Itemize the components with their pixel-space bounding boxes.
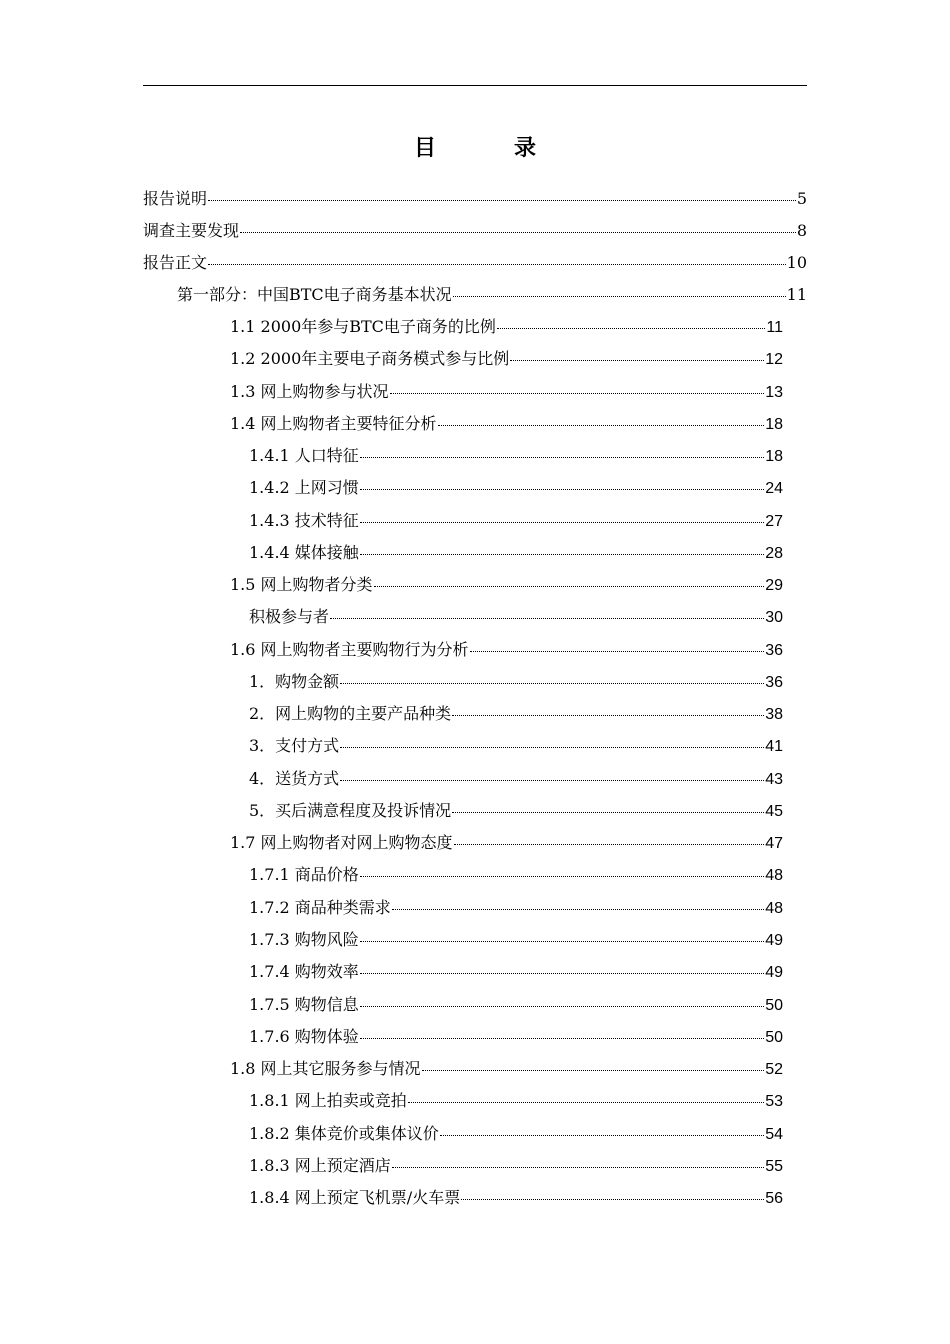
dot-leader xyxy=(360,489,764,490)
toc-entry-page: 10 xyxy=(786,253,807,272)
toc-entry-page: 13 xyxy=(765,384,783,401)
toc-entry-page: 53 xyxy=(765,1093,783,1110)
dot-leader xyxy=(390,393,765,394)
dot-leader xyxy=(461,1199,764,1200)
toc-entry-label: 1.7.5 购物信息 xyxy=(249,995,359,1014)
dot-leader xyxy=(208,200,796,201)
toc-entry[interactable] xyxy=(230,312,783,342)
toc-entry-page: 27 xyxy=(765,513,783,530)
toc-entry-page: 50 xyxy=(765,1029,783,1046)
toc-entry-label: 第一部分：中国BTC电子商务基本状况 xyxy=(177,285,452,304)
toc-entry-page: 52 xyxy=(765,1061,783,1078)
toc-entry-page: 29 xyxy=(765,577,783,594)
toc-entry[interactable] xyxy=(249,538,783,568)
toc-entry-page: 48 xyxy=(765,900,783,917)
dot-leader xyxy=(452,812,764,813)
toc-entry[interactable] xyxy=(249,731,783,761)
toc-entry-label: 1.7.1 商品价格 xyxy=(249,865,359,884)
header-rule xyxy=(143,85,807,86)
toc-entry[interactable] xyxy=(249,699,783,729)
dot-leader xyxy=(330,618,764,619)
toc-entry-label: 积极参与者 xyxy=(249,607,330,626)
toc-entry-page: 11 xyxy=(786,285,807,304)
toc-entry-page: 41 xyxy=(765,738,783,755)
toc-entry-page: 11 xyxy=(766,319,783,336)
toc-entry[interactable] xyxy=(249,506,783,536)
toc-entry-page: 48 xyxy=(765,867,783,884)
dot-leader xyxy=(438,425,765,426)
toc-entry-page: 38 xyxy=(765,706,783,723)
toc-entry-page: 18 xyxy=(765,416,783,433)
dot-leader xyxy=(360,457,764,458)
dot-leader xyxy=(453,296,786,297)
dot-leader xyxy=(360,1006,764,1007)
toc-entry-label: 调查主要发现 xyxy=(143,221,240,240)
toc-entry[interactable] xyxy=(249,990,783,1020)
toc-entry-page: 43 xyxy=(765,771,783,788)
dot-leader xyxy=(340,747,764,748)
toc-entry-label: 1.4.1 人口特征 xyxy=(249,446,359,465)
toc-entry[interactable] xyxy=(249,957,783,987)
toc-entry-page: 8 xyxy=(796,221,807,240)
toc-entry-page: 50 xyxy=(765,997,783,1014)
toc-entry-label: 1.7.4 购物效率 xyxy=(249,962,359,981)
toc-entry[interactable] xyxy=(249,893,783,923)
toc-entry-label: 1.8.1 网上拍卖或竞拍 xyxy=(249,1091,407,1110)
toc-entry[interactable] xyxy=(230,828,783,858)
toc-entry-label: 1.3 网上购物参与状况 xyxy=(230,382,389,401)
dot-leader xyxy=(452,715,764,716)
toc-entry[interactable] xyxy=(249,764,783,794)
dot-leader xyxy=(470,651,765,652)
toc-entry[interactable] xyxy=(230,570,783,600)
toc-entry-label: 1．购物金额 xyxy=(249,672,340,691)
toc-entry-label: 1.6 网上购物者主要购物行为分析 xyxy=(230,640,469,659)
toc-entry-label: 1.4.2 上网习惯 xyxy=(249,478,359,497)
toc-entry-label: 1.5 网上购物者分类 xyxy=(230,575,373,594)
dot-leader xyxy=(340,780,764,781)
toc-entry-label: 2．网上购物的主要产品种类 xyxy=(249,704,452,723)
toc-entry-label: 4．送货方式 xyxy=(249,769,340,788)
toc-entry-label: 1.8.4 网上预定飞机票/火车票 xyxy=(249,1188,461,1207)
toc-entry-label: 1.4.4 媒体接触 xyxy=(249,543,359,562)
dot-leader xyxy=(208,264,786,265)
toc-entry[interactable] xyxy=(249,925,783,955)
toc-entry[interactable] xyxy=(143,184,807,214)
page-title: 目 录 xyxy=(413,135,564,161)
toc-entry[interactable] xyxy=(230,377,783,407)
toc-entry-label: 1.8.2 集体竞价或集体议价 xyxy=(249,1124,439,1143)
toc-entry-page: 5 xyxy=(796,189,807,208)
toc-entry[interactable] xyxy=(249,860,783,890)
toc-entry-page: 47 xyxy=(765,835,783,852)
toc-entry[interactable] xyxy=(249,473,783,503)
toc-entry-label: 1.8 网上其它服务参与情况 xyxy=(230,1059,421,1078)
toc-entry-label: 3．支付方式 xyxy=(249,736,340,755)
toc-entry-page: 54 xyxy=(765,1126,783,1143)
dot-leader xyxy=(360,941,764,942)
toc-entry-page: 30 xyxy=(765,609,783,626)
toc-entry[interactable] xyxy=(249,796,783,826)
toc-entry[interactable] xyxy=(230,1054,783,1084)
table-of-contents xyxy=(0,184,950,1224)
dot-leader xyxy=(454,844,765,845)
dot-leader xyxy=(408,1102,764,1103)
toc-entry[interactable] xyxy=(249,1119,783,1149)
dot-leader xyxy=(440,1135,764,1136)
toc-entry-label: 1.7.2 商品种类需求 xyxy=(249,898,391,917)
toc-entry-page: 28 xyxy=(765,545,783,562)
toc-entry[interactable] xyxy=(249,1086,783,1116)
toc-entry-page: 12 xyxy=(765,351,783,368)
toc-entry-page: 36 xyxy=(765,674,783,691)
dot-leader xyxy=(360,522,764,523)
toc-entry[interactable] xyxy=(177,280,807,310)
toc-entry-label: 1.7 网上购物者对网上购物态度 xyxy=(230,833,453,852)
toc-entry-page: 36 xyxy=(765,642,783,659)
toc-entry-label: 1.4 网上购物者主要特征分析 xyxy=(230,414,437,433)
toc-entry-label: 1.4.3 技术特征 xyxy=(249,511,359,530)
toc-entry[interactable] xyxy=(249,441,783,471)
toc-entry-page: 18 xyxy=(765,448,783,465)
dot-leader xyxy=(240,232,796,233)
dot-leader xyxy=(497,328,765,329)
dot-leader xyxy=(340,683,764,684)
toc-entry[interactable] xyxy=(230,409,783,439)
toc-entry[interactable] xyxy=(249,667,783,697)
toc-entry-page: 24 xyxy=(765,480,783,497)
dot-leader xyxy=(360,876,764,877)
toc-entry-page: 56 xyxy=(765,1190,783,1207)
toc-entry-label: 1.7.6 购物体验 xyxy=(249,1027,359,1046)
dot-leader xyxy=(360,554,764,555)
toc-entry[interactable] xyxy=(249,602,783,632)
toc-entry[interactable] xyxy=(230,635,783,665)
dot-leader xyxy=(510,360,764,361)
toc-entry-label: 报告说明 xyxy=(143,189,208,208)
dot-leader xyxy=(392,1167,764,1168)
toc-entry-label: 5．买后满意程度及投诉情况 xyxy=(249,801,452,820)
toc-entry-page: 45 xyxy=(765,803,783,820)
toc-entry-page: 49 xyxy=(765,964,783,981)
toc-entry[interactable] xyxy=(143,248,807,278)
toc-entry[interactable] xyxy=(249,1183,783,1213)
dot-leader xyxy=(392,909,764,910)
dot-leader xyxy=(374,586,765,587)
toc-entry[interactable] xyxy=(249,1151,783,1181)
toc-entry-label: 报告正文 xyxy=(143,253,208,272)
toc-entry[interactable] xyxy=(249,1022,783,1052)
dot-leader xyxy=(360,1038,764,1039)
dot-leader xyxy=(360,973,764,974)
toc-entry-page: 55 xyxy=(765,1158,783,1175)
toc-entry-label: 1.8.3 网上预定酒店 xyxy=(249,1156,391,1175)
toc-entry-page: 49 xyxy=(765,932,783,949)
dot-leader xyxy=(422,1070,765,1071)
toc-entry-label: 1.2 2000年主要电子商务模式参与比例 xyxy=(230,349,510,368)
toc-entry-label: 1.7.3 购物风险 xyxy=(249,930,359,949)
toc-entry-label: 1.1 2000年参与BTC电子商务的比例 xyxy=(230,317,496,336)
toc-entry[interactable] xyxy=(143,216,807,246)
toc-entry[interactable] xyxy=(230,344,783,374)
